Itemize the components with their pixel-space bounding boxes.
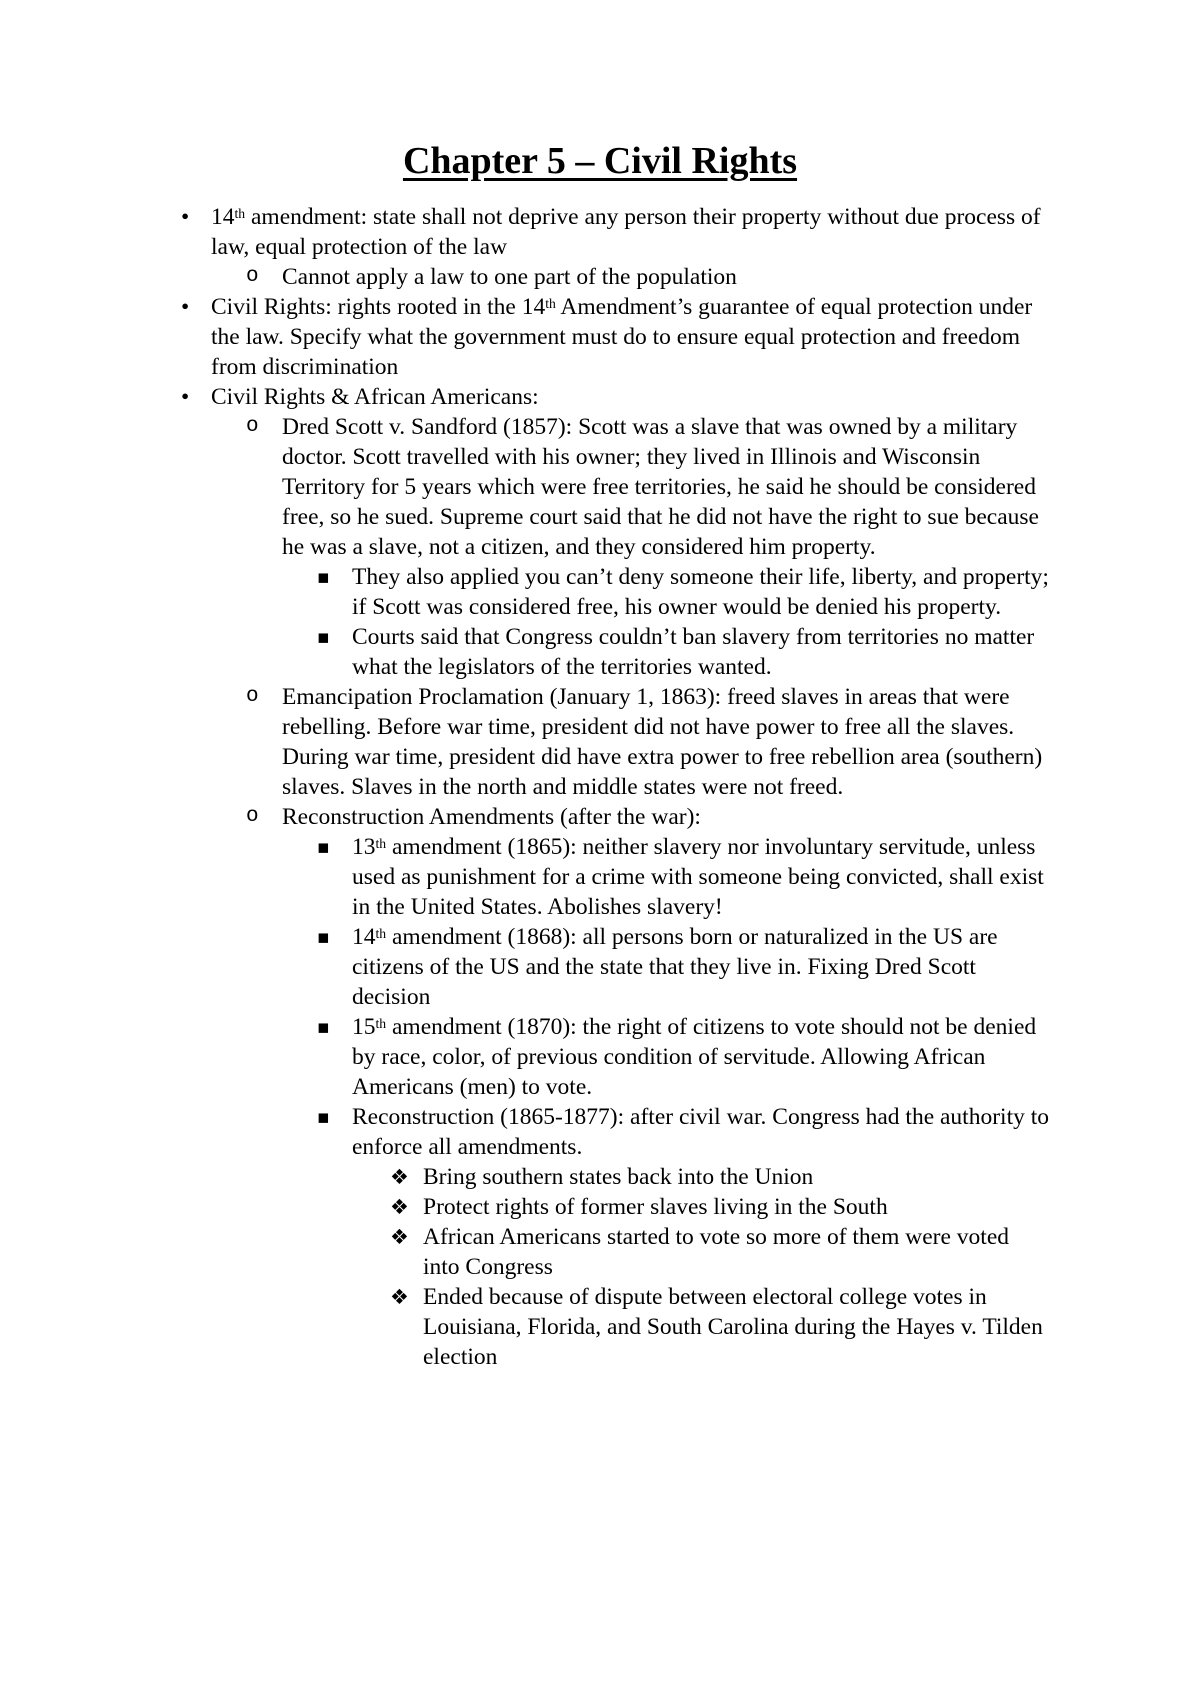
text-segment: Bring southern states back into the Union — [423, 1164, 814, 1190]
text-segment: They also applied you can’t deny someone their life, liberty, and property; if Scott was considered free, his owner would be denied his property. — [352, 564, 1049, 620]
text-segment: amendment (1868): all persons born or naturalized in the US are citizens of the US and the state that they live in. Fixing Dred Scott decision — [352, 924, 998, 1010]
list-item-l4 — [0, 1222, 1200, 1282]
text-segment: 14 — [352, 924, 376, 950]
text-segment: African Americans started to vote so more of them were voted into Congress — [423, 1224, 1009, 1280]
text-segment: amendment (1865): neither slavery nor involuntary servitude, unless used as punishment for a crime with someone being convicted, shall exist in the United States. Abolishes slavery! — [352, 834, 1044, 920]
list-item-text — [352, 562, 1050, 622]
text-segment: Ended because of dispute between electoral college votes in Louisiana, Florida, and South Carolina during the Hayes v. Tilden election — [423, 1284, 1043, 1370]
bullet-circle-icon: o — [246, 415, 259, 438]
bullet-circle-icon: o — [246, 685, 259, 708]
list-item-text — [211, 202, 1050, 262]
bullet-square-icon: ▪ — [317, 1106, 330, 1128]
text-segment: Dred Scott v. Sandford (1857): Scott was a slave that was owned by a military doctor. Scott travelled with his owner; they lived in Illinois and Wisconsin Territory for 5 years which were free territories, he said he should be considered free, so he sued. Supreme court said that he did not have the right to sue because he was a slave, not a citizen, and they considered him property. — [282, 414, 1039, 560]
list-item-l3 — [0, 832, 1200, 922]
list-item-l3 — [0, 622, 1200, 682]
bullet-diamond-icon: ❖ — [390, 1165, 409, 1189]
list-item-l3 — [0, 1102, 1200, 1162]
bullet-disc-icon: • — [181, 294, 190, 320]
text-segment: amendment: state shall not deprive any person their property without due process of law, equal protection of the law — [211, 204, 1041, 260]
bullet-disc-icon: • — [181, 384, 190, 410]
document-page — [0, 138, 1200, 1691]
list-item-l3 — [0, 562, 1200, 622]
text-segment: Amendment’s guarantee of equal protection under the law. Specify what the government must do to ensure equal protection and freedom from discrimination — [211, 294, 1033, 380]
list-item-l4 — [0, 1162, 1200, 1192]
text-segment: Reconstruction (1865-1877): after civil war. Congress had the authority to enforce all amendments. — [352, 1104, 1050, 1160]
text-segment: Cannot apply a law to one part of the population — [282, 264, 737, 290]
list-item-l3 — [0, 922, 1200, 1012]
bullet-square-icon: ▪ — [317, 1016, 330, 1038]
bullet-diamond-icon: ❖ — [390, 1225, 409, 1249]
list-item-l4 — [0, 1192, 1200, 1222]
text-segment: Civil Rights: rights rooted in the 14 — [211, 294, 546, 320]
list-item-text — [211, 292, 1050, 382]
text-segment: 14 — [211, 204, 235, 230]
list-item-text — [423, 1282, 1050, 1372]
bullet-square-icon: ▪ — [317, 836, 330, 858]
list-item-l1 — [0, 382, 1200, 412]
superscript-ordinal: th — [375, 1016, 387, 1032]
superscript-ordinal: th — [234, 206, 246, 222]
bullet-circle-icon: o — [246, 265, 259, 288]
text-segment: 15 — [352, 1014, 376, 1040]
list-item-text — [282, 412, 1050, 562]
superscript-ordinal: th — [545, 296, 556, 312]
bullet-square-icon: ▪ — [317, 626, 330, 648]
list-item-text — [352, 1012, 1050, 1102]
list-item-text — [282, 802, 1050, 832]
list-item-l2 — [0, 412, 1200, 562]
list-item-text — [352, 832, 1050, 922]
list-item-l3 — [0, 1012, 1200, 1102]
list-item-text — [352, 922, 1050, 1012]
list-item-l2 — [0, 682, 1200, 802]
bullet-diamond-icon: ❖ — [390, 1195, 409, 1219]
list-item-text — [352, 622, 1050, 682]
superscript-ordinal: th — [375, 836, 387, 852]
text-segment: Reconstruction Amendments (after the war): — [282, 804, 701, 830]
list-item-l1 — [0, 292, 1200, 382]
text-segment: Emancipation Proclamation (January 1, 1863): freed slaves in areas that were rebelling. Before war time, president did not have power to free all the slaves. During war time, president did have extra power to free rebellion area (southern) slaves. Slaves in the north and middle states were not freed. — [282, 684, 1043, 800]
list-item-l1 — [0, 202, 1200, 262]
text-segment: Civil Rights & African Americans: — [211, 384, 539, 410]
list-item-text — [423, 1222, 1050, 1282]
text-segment: Courts said that Congress couldn’t ban slavery from territories no matter what the legislators of the territories wanted. — [352, 624, 1035, 680]
list-item-l2 — [0, 802, 1200, 832]
list-item-text — [423, 1162, 1050, 1192]
bullet-square-icon: ▪ — [317, 566, 330, 588]
list-item-text — [352, 1102, 1050, 1162]
bullet-diamond-icon: ❖ — [390, 1285, 409, 1309]
superscript-ordinal: th — [375, 926, 387, 942]
list-item-text — [282, 682, 1050, 802]
list-item-text — [423, 1192, 1050, 1222]
bullet-square-icon: ▪ — [317, 926, 330, 948]
text-segment: Protect rights of former slaves living in the South — [423, 1194, 888, 1220]
list-item-l4 — [0, 1282, 1200, 1372]
bullet-disc-icon: • — [181, 204, 190, 230]
list-item-text — [282, 262, 1050, 292]
page-title: Chapter 5 – Civil Rights — [402, 140, 798, 182]
bullet-circle-icon: o — [246, 805, 259, 828]
text-segment: 13 — [352, 834, 376, 860]
list-item-l2 — [0, 262, 1200, 292]
list-item-text — [211, 382, 1050, 412]
text-segment: amendment (1870): the right of citizens to vote should not be denied by race, color, of previous condition of servitude. Allowing African Americans (men) to vote. — [352, 1014, 1037, 1100]
